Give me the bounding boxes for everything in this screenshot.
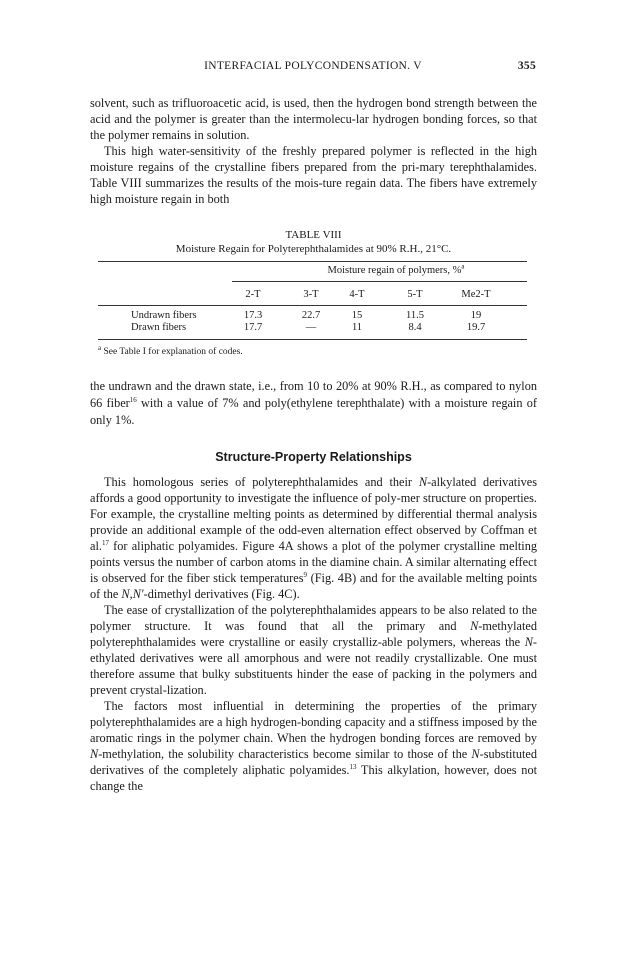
reference-marker: 13 [349, 762, 357, 771]
table-caption: Moisture Regain for Polyterephthalamides at 90% R.H., 21°C. [175, 243, 452, 255]
table-cell: 11.5 [406, 310, 424, 321]
running-head-title: INTERFACIAL POLYCONDENSATION. V [204, 60, 422, 72]
table-cell: 22.7 [301, 310, 321, 321]
table-cell: 19.7 [466, 322, 486, 333]
column-header: 2-T [245, 289, 261, 300]
intro-paragraph-2: This high water-sensitivity of the freshly prepared polymer is reflected in the high moisture regains of the crystalline fibers prepared from the pri-mary terephthalamides. Table VIII summarizes the results of the mois-ture regain data. The fibers have extremely high moisture regain in both [90, 144, 537, 206]
table-cell: 15 [351, 310, 363, 321]
table-footnote: $^a$ See Table I for explanation of codes. [98, 343, 243, 357]
column-header: Me2-T [461, 289, 491, 300]
table-row-label: Undrawn fibers [131, 310, 197, 321]
footnote-marker: a [461, 262, 465, 271]
after-table-paragraph: the undrawn and the drawn state, i.e., from 10 to 20% at 90% R.H., as compared to nylon 66 fiber$^{16}$ with a value of 7% and poly(ethylene terephthalate) with a moisture regain of only 1%. [90, 379, 537, 427]
body-text [90, 474, 537, 794]
table-spanner: Moisture regain of polymers, %$^a$ [327, 262, 465, 276]
table-bottom-rule [98, 339, 527, 340]
table-spanner-rule [232, 281, 527, 282]
body-paragraph-2: The ease of crystallization of the polyterephthalamides appears to be also related to the polymer structure. It was found that all the primary and N-methylated polyterephthalamides were crystalline or easily crystalliz-able polymers, whereas the N-ethylated derivatives were all amorphous and were not readily crystallizable. One must therefore assume that bulky substituents hinder the ease of packing in the polymers and prevent crystal-lization. [90, 603, 537, 697]
intro-paragraph-1: solvent, such as trifluoroacetic acid, is used, then the hydrogen bond strength between the acid and the polymer is greater than the intermolecu-lar hydrogen bonding forces, so that the polymer remains in solution. [90, 96, 537, 142]
column-header: 4-T [349, 289, 365, 300]
table-cell: 11 [351, 322, 363, 333]
column-header: 5-T [407, 289, 423, 300]
footnote-marker: a [98, 343, 102, 352]
table-cell: 17.7 [243, 322, 263, 333]
table-row-label: Drawn fibers [131, 322, 187, 333]
reference-marker: 9 [303, 570, 308, 579]
reference-marker: 16 [129, 395, 137, 404]
table-cell: 19 [470, 310, 482, 321]
table-label: TABLE VIII [285, 229, 342, 241]
body-paragraph-3: The factors most influential in determining the properties of the primary polyterephthalamides are a high hydrogen-bonding capacity and a stiffness imposed by the aromatic rings in the polymer chain. When the hydrogen bonding forces are removed by N-methylation, the solubility characteristics become similar to those of the N-substituted derivatives of the completely aliphatic polyamides.$^{13}$ This alkylation, however, does not change the [90, 699, 538, 793]
table-cell: — [305, 322, 317, 333]
table-cell: 8.4 [408, 322, 422, 333]
table-cell: 17.3 [243, 310, 263, 321]
section-heading: Structure-Property Relationships [215, 450, 412, 464]
running-head [90, 60, 536, 76]
column-header: 3-T [303, 289, 319, 300]
body-paragraph-1: This homologous series of polyterephthalamides and their N-alkylated derivatives affords a good opportunity to investigate the influence of poly-mer structure on properties. For example, the crystalline melting points as determined by differential thermal analysis provide an additional example of the odd-even alternation effect observed by Coffman et al.$^{17}$ for aliphatic polyamides. Figure 4A shows a plot of the polymer crystalline melting points versus the number of carbon atoms in the diamine chain. A similar alternating effect is observed for the fiber stick temperatures$^9$ (Fig. 4B) and for the available melting points of the N,N′-dimethyl derivatives (Fig. 4C). [90, 475, 538, 601]
page-number: 355 [517, 60, 536, 72]
reference-marker: 17 [101, 538, 109, 547]
table-header-rule [98, 305, 527, 306]
intro-text [90, 95, 537, 207]
